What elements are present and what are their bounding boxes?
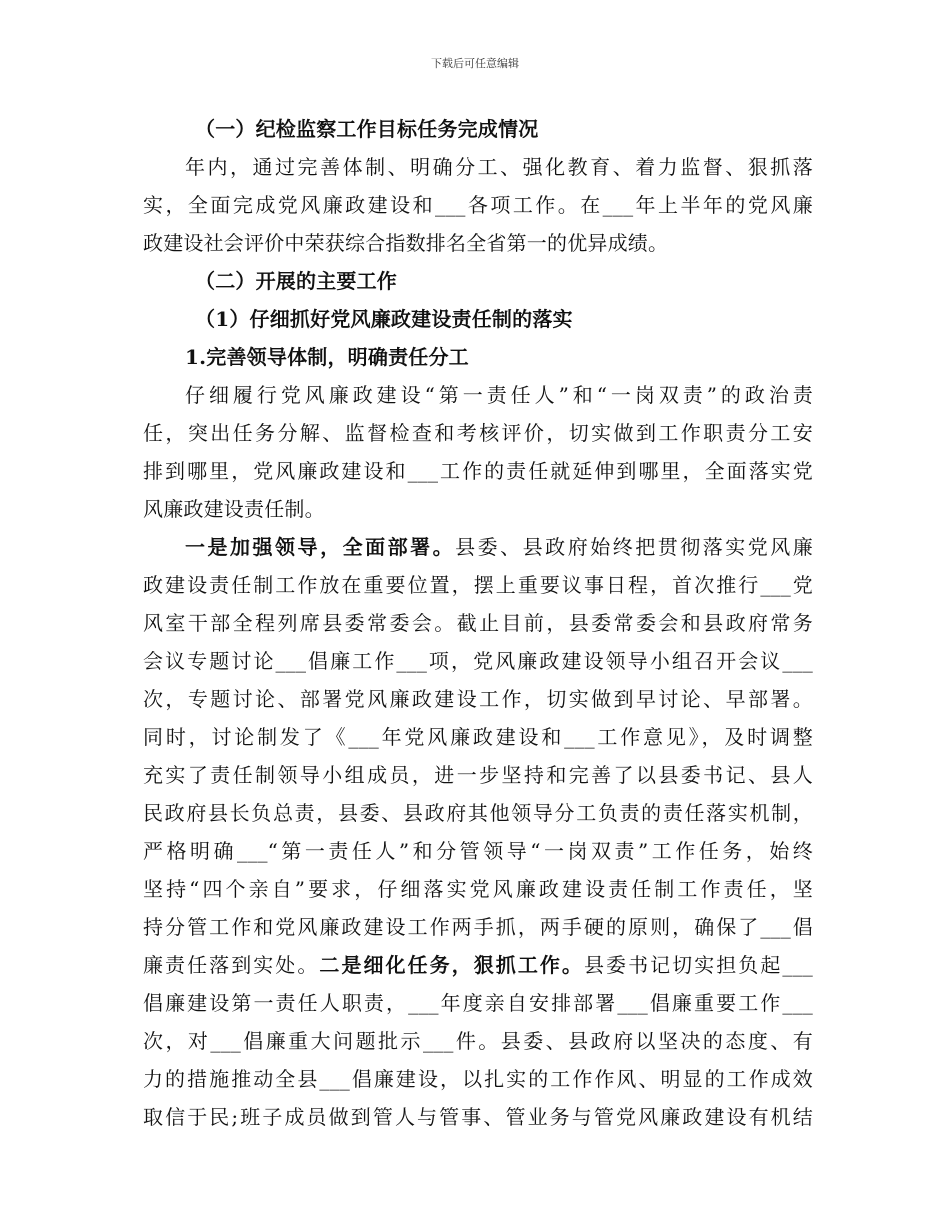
paragraph-line: 持分管工作和党风廉政建设工作两手抓，两手硬的原则，确保了___倡 (143, 915, 813, 939)
subsection-heading: （1）仔细抓好党风廉政建设责任制的落实 (195, 307, 573, 331)
paragraph-line: 充实了责任制领导小组成员，进一步坚持和完善了以县委书记、县人 (143, 763, 813, 787)
paragraph-line (143, 528, 813, 566)
section-heading-1: （一）纪检监察工作目标任务完成情况 (195, 117, 539, 141)
paragraph-line: 风室干部全程列席县委常委会。截止目前，县委常委会和县政府常务 (143, 611, 813, 635)
paragraph-line: 排到哪里，党风廉政建设和___工作的责任就延伸到哪里，全面落实党 (143, 459, 813, 483)
document-body (143, 110, 813, 1136)
line-text: 廉责任落到实处。 (143, 953, 320, 977)
paragraph-line: 坚持“四个亲自”要求，仔细落实党风廉政建设责任制工作责任，坚 (143, 877, 813, 901)
section-heading-2: （二）开展的主要工作 (195, 269, 397, 293)
item-heading: 1.完善领导体制，明确责任分工 (185, 345, 469, 369)
line-text: 县委、县政府始终把贯彻落实党风廉 (455, 535, 814, 559)
paragraph-line: 倡廉建设第一责任人职责，___年度亲自安排部署___倡廉重要工作___ (143, 991, 813, 1015)
paragraph-line: 政建设责任制工作放在重要位置，摆上重要议事日程，首次推行___党 (143, 573, 813, 597)
bold-lead: 二是细化任务，狠抓工作。 (319, 953, 584, 977)
bold-lead: 一是加强领导，全面部署。 (185, 535, 456, 559)
paragraph-line: 会议专题讨论___倡廉工作___项，党风廉政建设领导小组召开会议___ (143, 649, 813, 673)
paragraph-line: 实，全面完成党风廉政建设和___各项工作。在___年上半年的党风廉 (143, 193, 813, 217)
paragraph-line: 次，对___倡廉重大问题批示___件。县委、县政府以坚决的态度、有 (143, 1029, 813, 1053)
page-header: 下载后可任意编辑 (431, 57, 519, 70)
paragraph-line: 同时，讨论制发了《___年党风廉政建设和___工作意见》，及时调整 (143, 725, 813, 749)
paragraph-line: 取信于民;班子成员做到管人与管事、管业务与管党风廉政建设有机结 (143, 1105, 813, 1129)
paragraph-line (143, 946, 813, 984)
paragraph-line: 严格明确___“第一责任人”和分管领导“一岗双责”工作任务，始终 (143, 839, 813, 863)
paragraph-line: 次，专题讨论、部署党风廉政建设工作，切实做到早讨论、早部署。 (143, 687, 813, 711)
paragraph-line: 政建设社会评价中荣获综合指数排名全省第一的优异成绩。 (143, 231, 669, 255)
line-text: 县委书记切实担负起___ (583, 953, 813, 977)
paragraph-line: 力的措施推动全县___倡廉建设，以扎实的工作作风、明显的工作成效 (143, 1067, 813, 1091)
paragraph-line: 仔细履行党风廉政建设“第一责任人”和“一岗双责”的政治责 (185, 383, 813, 407)
paragraph-line: 年内，通过完善体制、明确分工、强化教育、着力监督、狠抓落 (185, 155, 813, 179)
paragraph-line: 任，突出任务分解、监督检查和考核评价，切实做到工作职责分工安 (143, 421, 813, 445)
paragraph-line: 民政府县长负总责，县委、县政府其他领导分工负责的责任落实机制， (143, 801, 813, 825)
paragraph-line: 风廉政建设责任制。 (143, 497, 325, 521)
